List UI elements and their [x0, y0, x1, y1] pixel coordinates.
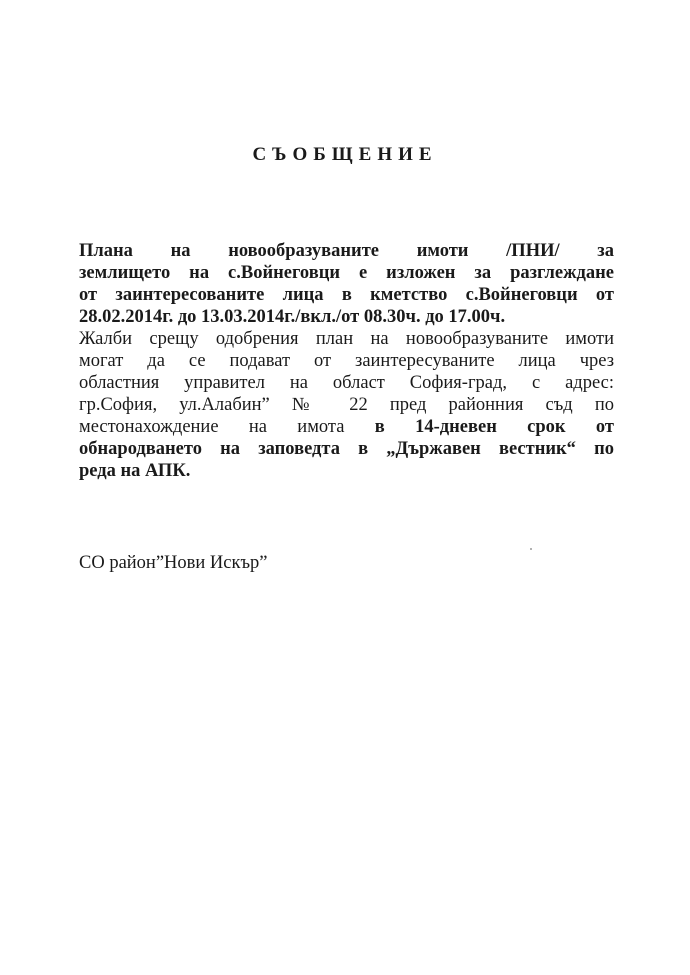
body-line: [79, 306, 614, 328]
signature-line: СО район”Нови Искър”: [79, 553, 268, 573]
body-line: [79, 394, 614, 416]
body-text: могат да се подават от заинтересуваните лица чрез: [79, 351, 614, 371]
body-text: Плана на новообразуваните имоти /ПНИ/ за: [79, 241, 614, 261]
body-text: областния управител на област София-град, с адрес:: [79, 373, 614, 393]
body-line: [79, 350, 614, 372]
body-text: обнародването на заповедта в „Държавен вестник“ по: [79, 439, 614, 459]
body-line: [79, 372, 614, 394]
body-text: гр.София, ул.Алабин” № 22 пред районния съд по: [79, 395, 614, 415]
document-title: СЪОБЩЕНИЕ: [252, 144, 438, 165]
body-text: 28.02.2014г. до 13.03.2014г./вкл./от 08.30ч. до 17.00ч.: [79, 307, 506, 327]
body-line: [79, 460, 614, 482]
body-line: [79, 262, 614, 284]
body-text: Жалби срещу одобрения план на новообразуваните имоти: [79, 329, 614, 349]
body-line: [79, 438, 614, 460]
scan-speck: [530, 548, 532, 550]
body-text: в 14-дневен срок от: [374, 417, 615, 437]
announcement-body: [79, 240, 614, 482]
body-line: [79, 284, 614, 306]
body-line: [79, 328, 614, 350]
body-text: от заинтересованите лица в кметство с.Войнеговци от: [79, 285, 614, 305]
body-line: [79, 240, 614, 262]
body-text: реда на АПК.: [79, 461, 191, 481]
body-text: землището на с.Войнеговци е изложен за разглеждане: [79, 263, 614, 283]
body-line: [79, 416, 614, 438]
body-text: местонахождение на имота: [79, 417, 375, 437]
